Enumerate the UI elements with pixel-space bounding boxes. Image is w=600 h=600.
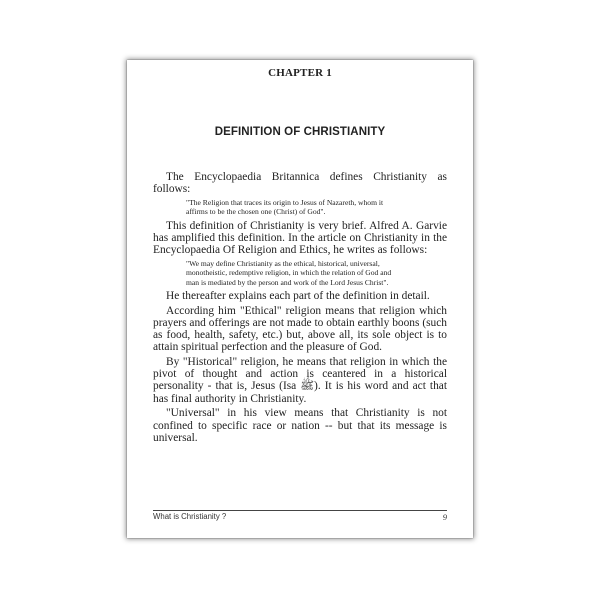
block-quote: "The Religion that traces its origin to Jesus of Nazareth, whom it affirms to be the chosen one (Christ) of God". [186,197,384,217]
paragraph: "Universal" in his view means that Christianity is not confined to specific race or nation -- but that its message is universal. [153,407,447,444]
running-book-title: What is Christianity ? [153,512,227,521]
page-footer [153,510,447,522]
paragraph: He thereafter explains each part of the definition in detail. [166,290,430,303]
paragraph: This definition of Christianity is very brief. Alfred A. Garvie has amplified this definition. In the article on Christianity in the Encyclopaedia Of Religion and Ethics, he writes as follows: [153,219,447,257]
paragraph: By "Historical" religion, he means that religion in which the pivot of thought and action is ceantered in a historical personality - that is, Jesus (Isa ﷺ). It is his word and act that has final authority in Christianity. [153,356,447,405]
block-quote: "We may define Christianity as the ethical, historical, universal, monotheistic, redemptive religion, in which the relation of God and man is mediated by the person and work of the Lord Jesus Christ". [186,258,392,287]
page-title: DEFINITION OF CHRISTIANITY [214,126,386,138]
chapter-heading: CHAPTER 1 [268,67,332,79]
page-body [153,171,447,446]
book-page [127,60,473,538]
page-number: 9 [442,512,447,522]
paragraph: The Encyclopaedia Britannica defines Christianity as follows: [153,171,447,196]
paragraph: According him "Ethical" religion means that religion which prayers and offerings are not made to obtain earthly boons (such as food, health, safety, etc.) but, above all, its sole object is to attain spiritual perfection and the pleasure of God. [153,304,447,354]
